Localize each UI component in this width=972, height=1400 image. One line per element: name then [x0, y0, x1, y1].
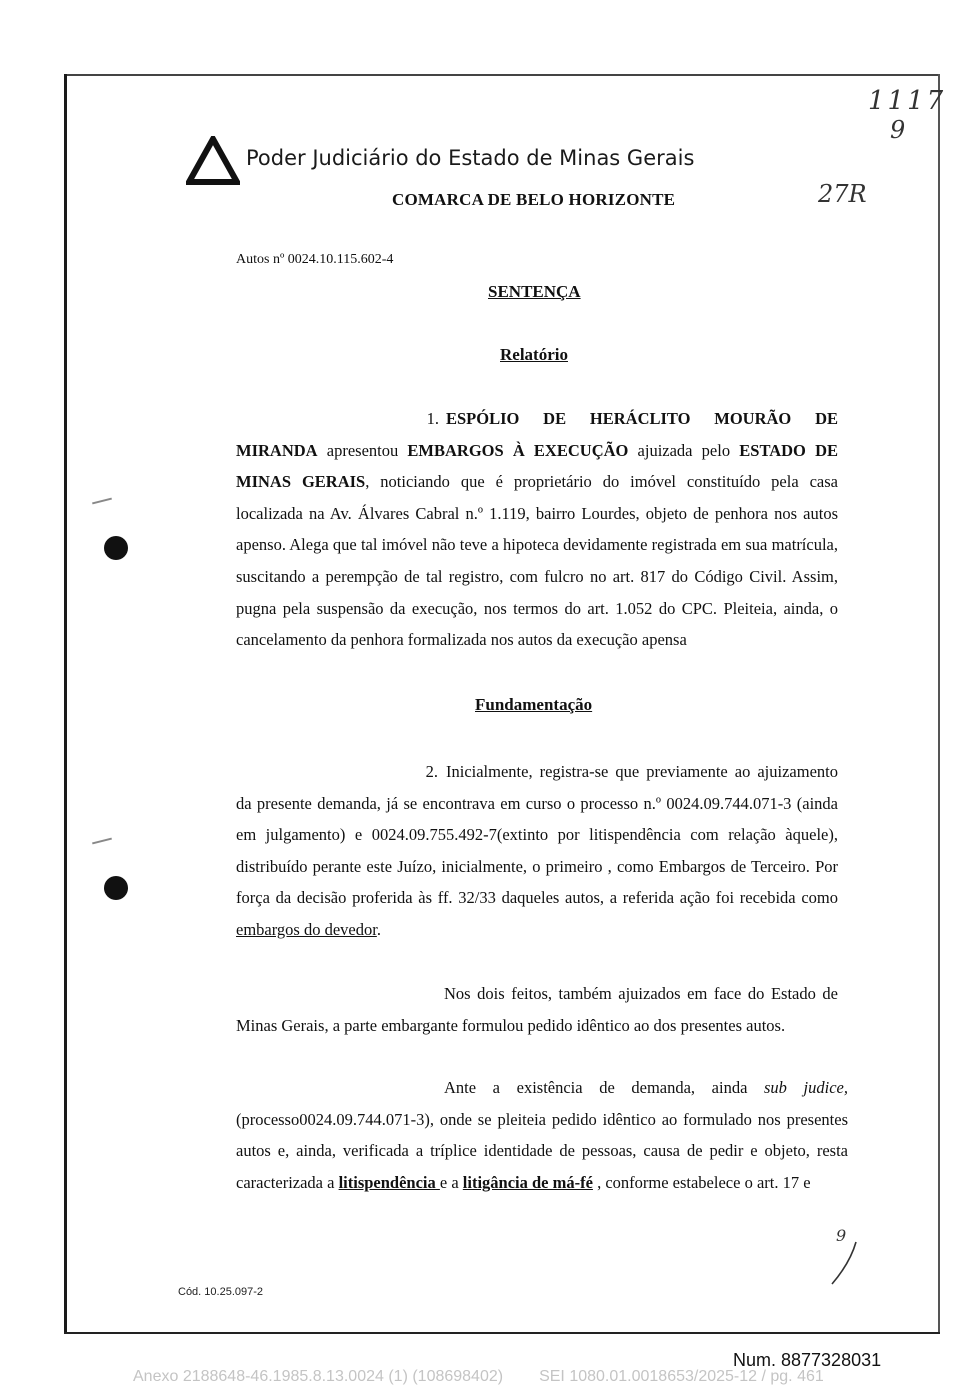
- court-name: Poder Judiciário do Estado de Minas Gerais: [246, 146, 695, 170]
- paragraph-text: (processo0024.09.744.071-3), onde se pleiteia pedido idêntico ao formulado nos presentes autos e, ainda, verificada a tríplice identidade de pessoas, causa de pedir e objeto, resta caracterizada a: [236, 1109, 848, 1192]
- heading-sentenca: SENTENÇA: [488, 282, 581, 301]
- page-border-right: [938, 74, 940, 1334]
- paragraph-3: [236, 978, 838, 1041]
- paragraph-text: Nos dois feitos, também ajuizados em face do Estado de Minas Gerais, a parte embargante formulou pedido idêntico ao dos presentes autos.: [236, 984, 838, 1035]
- term-litispendencia: litispendência: [338, 1172, 440, 1192]
- paragraph-text: apresentou: [317, 440, 408, 460]
- handwritten-page-mark: 9: [890, 116, 906, 144]
- paragraph-text: , conforme estabelece o art. 17 e: [592, 1172, 811, 1192]
- paragraph-text: ajuizada pelo: [628, 440, 740, 460]
- form-code: Cód. 10.25.097-2: [178, 1286, 264, 1298]
- paragraph-text: e a: [439, 1172, 463, 1192]
- italic-term: sub judice,: [764, 1078, 848, 1097]
- party-name: ESPÓLIO DE HERÁCLITO MOURÃO DE MIRANDA: [236, 409, 838, 460]
- handwritten-initials: 27R: [818, 180, 867, 208]
- heading-fundamentacao: Fundamentação: [475, 695, 593, 714]
- document-num: Num. 8877328031: [733, 1350, 882, 1370]
- margin-mark: [92, 498, 112, 505]
- paragraph-1: [236, 403, 838, 656]
- margin-mark: [92, 838, 112, 845]
- paragraph-number: 1.: [426, 409, 439, 428]
- paragraph-text: Inicialmente, registra-se que previamente ao ajuizamento da presente demanda, já se encontrava em curso o processo n.º 0024.09.744.071-3 (ainda em julgamento) e 0024.09.755.492-7(extinto por litispendência com relação àquele), distribuído perante este Juízo, inicialmente, o primeiro , como Embargos de Terceiro. Por força da decisão proferida às ff. 32/33 daqueles autos, a referida ação foi recebida como: [236, 762, 838, 908]
- term-litigancia: litigância de má-fé: [462, 1172, 593, 1192]
- case-number: Autos nº 0024.10.115.602-4: [236, 252, 394, 267]
- underlined-term: embargos do devedor: [236, 919, 377, 939]
- paragraph-text: , noticiando que é proprietário do imóvel constituído pela casa localizada na Av. Álvares Cabral n.º 1.119, bairro Lourdes, objeto de penhora nos autos apenso. Alega que tal imóvel não teve a hipoteca devidamente registrada em sua matrícula, suscitando a perempção de tal registro, com fulcro no art. 817 do Código Civil. Assim, pugna pela suspensão da execução, nos termos do art. 1.052 do CPC. Pleiteia, ainda, o cancelamento da penhora formalizada nos autos da execução apensa: [236, 472, 838, 650]
- annex-footer: [133, 1368, 824, 1386]
- page-border-top: [64, 74, 940, 76]
- paragraph-text: .: [376, 919, 381, 939]
- action-type: EMBARGOS À EXECUÇÃO: [407, 440, 629, 460]
- defendant-name: ESTADO DE MINAS GERAIS: [236, 440, 838, 492]
- page-border-left: [64, 74, 67, 1334]
- annex-label: Anexo 2188648-46.1985.8.13.0024 (1) (108698402): [133, 1368, 504, 1385]
- handwritten-page-number: 1117: [868, 86, 947, 116]
- page-border-bottom: [64, 1332, 940, 1334]
- court-triangle-logo: [186, 136, 240, 186]
- paragraph-4: [236, 1072, 848, 1198]
- handwritten-signature-stroke: [826, 1238, 862, 1288]
- heading-relatorio: Relatório: [500, 345, 568, 364]
- paragraph-text: Ante a existência de demanda, ainda: [444, 1078, 765, 1097]
- paragraph-2: [236, 756, 838, 946]
- paragraph-number: 2.: [425, 762, 438, 781]
- punch-hole: [104, 876, 128, 900]
- punch-hole: [104, 536, 128, 560]
- handwritten-digit: 9: [836, 1226, 847, 1245]
- sei-label: SEI 1080.01.0018653/2025-12 / pg. 461: [539, 1368, 824, 1385]
- comarca-title: COMARCA DE BELO HORIZONTE: [392, 190, 676, 209]
